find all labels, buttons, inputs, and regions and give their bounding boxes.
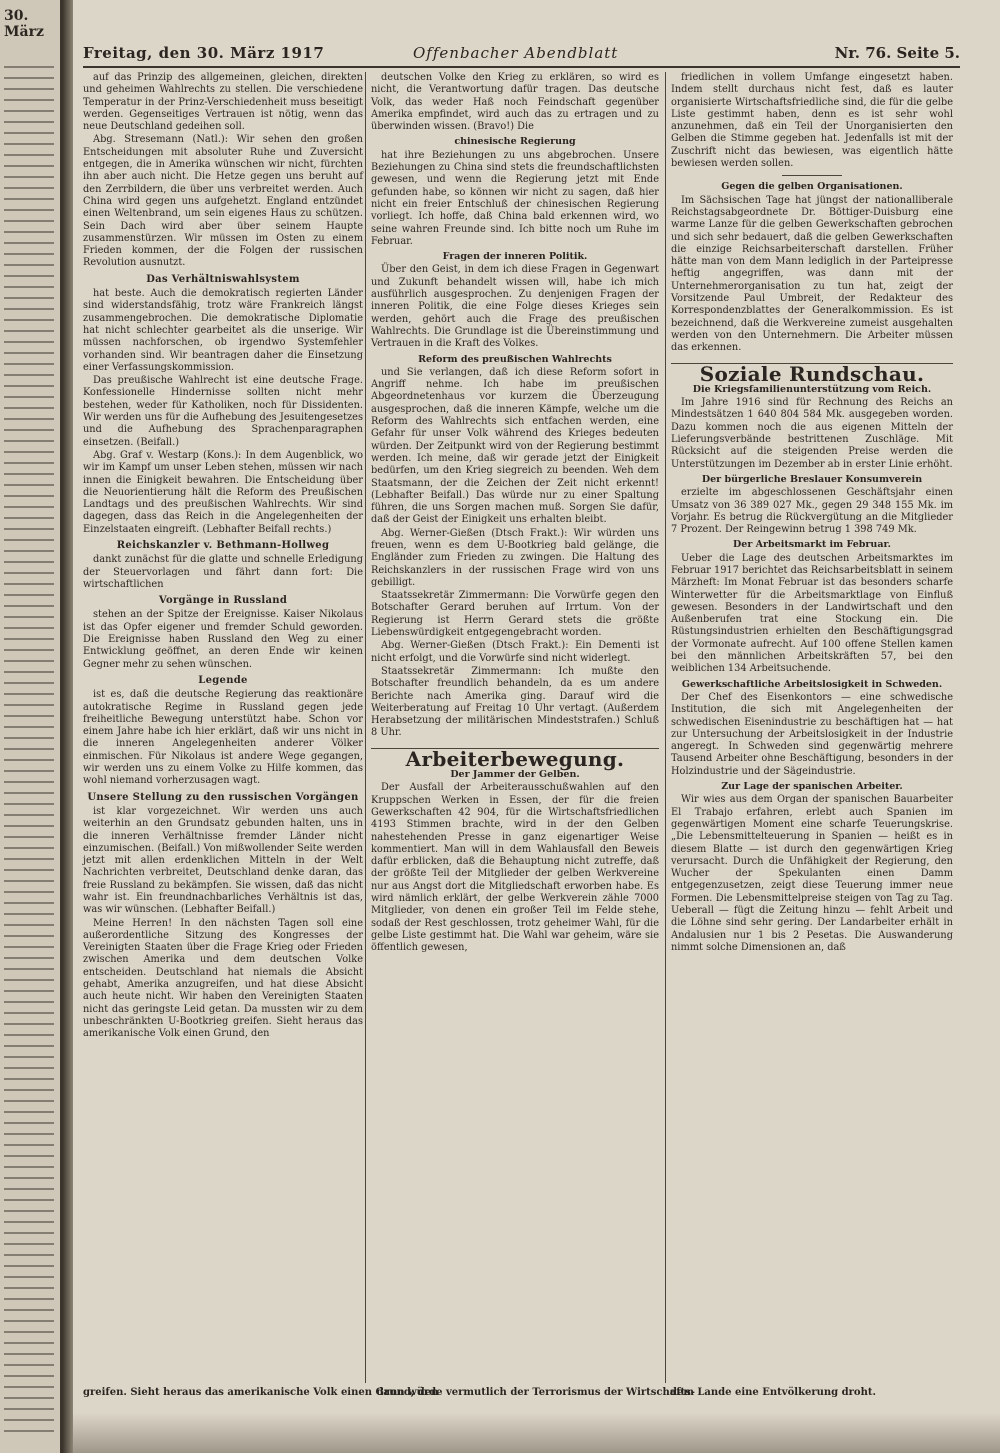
- paragraph: Abg. Graf v. Westarp (Kons.): In dem Augenblick, wo wir im Kampf um unser Leben stehen, müssen wir nach innen die Einigkeit bewahren. Die Entscheidung über die Neuorientierung hält die Reform des Preußischen Landtags und des preußischen Wahlrechts. Wir sind dagegen, dass das Reich in die Angelegenheiten der Einzelstaaten eingreift. (Lebhafter Beifall rechts.): [83, 449, 363, 535]
- article-heading: Gewerkschaftliche Arbeitslosigkeit in Schweden.: [681, 678, 943, 690]
- column-3: [671, 72, 953, 1383]
- column-1-last-line: greifen. Sieht heraus das amerikanische Volk einen Grund, den: [83, 1387, 439, 1398]
- column-3-last-line: dem Lande eine Entvölkerung droht.: [669, 1387, 876, 1398]
- paragraph: hat ihre Beziehungen zu uns abgebrochen. Unsere Beziehungen zu China sind stets die freundschaftlichsten gewesen, und wenn die Regierung jetzt mit Ende gefunden habe, so können wir nicht zu sagen, daß hier nicht ein freier Entschluß der chinesischen Regierung vorliegt. Ich hoffe, daß China bald erkennen wird, wo seine wahren Freunde sind. Ich bitte noch um Ruhe im Februar.: [371, 149, 659, 247]
- previous-page-header: 30. März: [4, 8, 44, 40]
- article-heading: Zur Lage der spanischen Arbeiter.: [721, 781, 903, 793]
- page-header: [83, 42, 960, 68]
- article-heading: Der Jammer der Gelben.: [450, 769, 580, 781]
- paragraph: friedlichen in vollem Umfange eingesetzt haben. Indem stellt durchaus nicht fest, daß es lauter organisierte Wirtschaftsfriedliche sind, die für die gelbe Liste gestimmt haben, denn es ist sehr wohl anzunehmen, daß ein Teil der Unorganisierten den Gelben die Stimme gegeben hat. Jedenfalls ist mit der Zuschrift nicht das bewiesen, was eigentlich hätte bewiesen werden sollen.: [671, 72, 953, 170]
- header-date: Freitag, den 30. März 1917: [83, 44, 325, 62]
- paragraph: Das preußische Wahlrecht ist eine deutsche Frage. Konfessionelle Hindernisse sollten nicht mehr bestehen, weder für Katholiken, noch für Dissidenten. Wir werden uns für die Aufhebung des Jesuitengesetzes und die Aufhebung des Sprachenparagraphen einsetzen. (Beifall.): [83, 375, 363, 448]
- section-heading: Legende: [198, 674, 248, 686]
- section-heading: Reichskanzler v. Bethmann-Hollweg: [116, 539, 330, 551]
- section-heading: Unsere Stellung zu den russischen Vorgängen: [87, 791, 359, 803]
- newspaper-page: [73, 0, 1000, 1453]
- section-title-arbeiterbewegung: Arbeiterbewegung.: [371, 748, 659, 765]
- paragraph: Wir wies aus dem Organ der spanischen Bauarbeiter El Trabajo erfahren, erlebt auch Spanien im gegenwärtigen Moment eine scharfe Teuerungskrise. „Die Lebensmittelteuerung in Spanien — heißt es in diesem Blatte — ist durch den gegenwärtigen Krieg verursacht. Durch die Unfähigkeit der Regierung, den Wucher der Spekulanten einen Damm entgegenzusetzen, zeigt diese Teuerung immer neue Formen. Die Lebensmittelpreise steigen von Tag zu Tag. Ueberall — fügt die Zeitung hinzu — fehlt Arbeit und die Löhne sind sehr gering. Der Landarbeiter erhält in Andalusien nur 1 bis 2 Pesetas. Die Auswanderung nimmt solche Dimensionen an, daß: [671, 794, 953, 953]
- section-title-soziale-rundschau: Soziale Rundschau.: [671, 363, 953, 380]
- previous-page-text-block: [4, 60, 54, 1433]
- paragraph: ist klar vorgezeichnet. Wir werden uns auch weiterhin an den Grundsatz gebunden halten, uns in die inneren Verhältnisse fremder Länder nicht einzumischen. (Beifall.) Von mißwollender Seite werden jetzt mit allen erdenklichen Mitteln in der Welt Nachrichten verbreitet, Deutschland denke daran, das freie Russland zu bekämpfen. Sie wissen, daß das nicht wahr ist. Ein freundnachbarliches Verhältnis ist das, was wir wünschen. (Lebhafter Beifall.): [83, 805, 363, 916]
- paragraph: Abg. Werner-Gießen (Dtsch Frakt.): Wir würden uns freuen, wenn es dem U-Bootkrieg bald gelänge, die Engländer zum Frieden zu zwingen. Die Haltung des Reichskanzlers in der russischen Frage wird von uns gebilligt.: [371, 527, 659, 588]
- section-heading: Vorgänge in Russland: [158, 595, 288, 607]
- paragraph: Abg. Werner-Gießen (Dtsch Frakt.): Ein Dementi ist nicht erfolgt, und die Vorwürfe sind nicht widerlegt.: [371, 640, 659, 664]
- paragraph: Staatssekretär Zimmermann: Die Vorwürfe gegen den Botschafter Gerard beruhen auf Irrtum. Von der Regierung ist Herrn Gerard stets die größte Liebenswürdigkeit entgegengebracht worden.: [371, 590, 659, 639]
- paragraph: Meine Herren! In den nächsten Tagen soll eine außerordentliche Sitzung des Kongresses der Vereinigten Staaten über die Frage Krieg oder Frieden zwischen Amerika und dem deutschen Volke entscheiden. Deutschland hat niemals die Absicht gehabt, Amerika anzugreifen, und hat diese Absicht auch heute nicht. Wir haben den Vereinigten Staaten nicht das geringste Leid getan. Da mussten wir zu dem unbeschränkten U-Bootkrieg greifen. Sieht heraus das amerikanische Volk einen Grund, den: [83, 917, 363, 1040]
- previous-page-edge: [0, 0, 63, 1453]
- section-heading: chinesische Regierung: [454, 136, 576, 148]
- column-1: [83, 72, 363, 1383]
- header-issue-page-number: Nr. 76. Seite 5.: [834, 44, 960, 62]
- divider: [782, 175, 842, 176]
- article-heading: Der Arbeitsmarkt im Februar.: [733, 539, 891, 551]
- article-heading: Der bürgerliche Breslauer Konsumverein: [701, 473, 923, 485]
- paragraph: Über den Geist, in dem ich diese Fragen in Gegenwart und Zukunft behandelt wissen will, habe ich mich ausführlich ausgesprochen. Zu denjenigen Fragen der inneren Politik, die eine Folge dieses Krieges sein werden, gehört auch die Frage des preußischen Wahlrechts. Die Grundlage ist die Übereinstimmung und Vertrauen in die Kraft des Volkes.: [371, 264, 659, 350]
- paragraph: Der Ausfall der Arbeiterausschußwahlen auf den Kruppschen Werken in Essen, der für die freien Gewerkschaften 42 904, für die Wirtschaftsfriedlichen 4193 Stimmen brachte, wird in der den Gelben nahestehenden Presse in ganz eigenartiger Weise kommentiert. Man will in dem Wahlausfall den Beweis dafür erblicken, daß die Behauptung nicht zutreffe, daß der größte Teil der Mitglieder der gelben Werkvereine nur aus Angst dort die Mitgliedschaft erworben habe. Es wird nämlich erklärt, der gelbe Werkverein zähle 7000 Mitglieder, von denen ein großer Teil im Felde stehe, sodaß der Rest geschlossen, trotz geheimer Wahl, für die gelbe Liste gestimmt hat. Die Wahl war geheim, wäre sie öffentlich gewesen,: [371, 782, 659, 954]
- paragraph: erzielte im abgeschlossenen Geschäftsjahr einen Umsatz von 36 389 027 Mk., gegen 29 348 155 Mk. im Vorjahr. Es betrug die Rückvergütung an die Mitglieder 7 Prozent. Der Reingewinn betrug 1 398 749 Mk.: [671, 487, 953, 536]
- paragraph: und Sie verlangen, daß ich diese Reform sofort in Angriff nehme. Ich habe im preußischen Abgeordnetenhaus vor kurzem die Überzeugung ausgesprochen, daß die inneren Kämpfe, welche um die Reform des Wahlrechts sich entfachen werden, eine Gefahr für unser Volk während des Krieges bedeuten würden. Der Zeitpunkt wird von der Regierung bestimmt werden. Ich meine, daß wir gerade jetzt der Einigkeit bedürfen, um den Krieg siegreich zu beenden. Weh dem Staatsmann, der die Zeichen der Zeit nicht erkennt! (Lebhafter Beifall.) Das würde nur zu einer Spaltung führen, die uns Sorgen machen muß. Sorgen Sie dafür, daß der Geist der Einigkeit uns erhalten bleibt.: [371, 366, 659, 526]
- column-2: [371, 72, 659, 1383]
- column-2-last-line: dann würde vermutlich der Terrorismus der Wirtschafts-: [376, 1387, 695, 1398]
- bottom-line: [83, 1387, 960, 1401]
- column-rule: [365, 72, 366, 1383]
- section-heading: Reform des preußischen Wahlrechts: [418, 353, 612, 365]
- section-heading: Das Verhältniswahlsystem: [146, 273, 300, 285]
- header-newspaper-title: Offenbacher Abendblatt: [413, 44, 619, 62]
- paragraph: Staatssekretär Zimmermann: Ich mußte den Botschafter freundlich behandeln, da es um andere Berichte nach Amerika ging. Darauf wird die Weiterberatung auf Freitag 10 Uhr vertagt. (Außerdem Herabsetzung der militärischen Mindeststrafen.) Schluß 8 Uhr.: [371, 665, 659, 739]
- section-heading: Fragen der inneren Politik.: [442, 251, 588, 263]
- paragraph: dankt zunächst für die glatte und schnelle Erledigung der Steuervorlagen und fährt dann fort: Die wirtschaftlichen: [83, 554, 363, 590]
- paragraph: ist es, daß die deutsche Regierung das reaktionäre autokratische Regime in Russland gegen jede freiheitliche Bewegung unterstützt habe. Schon vor einem Jahre habe ich hier erklärt, daß wir uns nicht in die inneren Angelegenheiten anderer Völker einmischen. Für Nikolaus ist andere Wege gegangen, wir werden uns zu einem Volke zu Hilfe kommen, das wohl niemand vorherzusagen wagt.: [83, 689, 363, 787]
- page-bottom-shadow: [73, 1413, 1000, 1453]
- paragraph: Der Chef des Eisenkontors — eine schwedische Institution, die sich mit Angelegenheiten der schwedischen Eisenindustrie zu beschäftigen hat — hat zur Untersuchung der Arbeitslosigkeit in der Industrie angeregt. In Schweden sind gegenwärtig mehrere Tausend Arbeiter ohne Beschäftigung, besonders in der Holzindustrie und der Sägeindustrie.: [671, 691, 953, 777]
- paragraph: Abg. Stresemann (Natl.): Wir sehen den großen Entscheidungen mit absoluter Ruhe und Zuversicht entgegen, die in Amerika wünschen wir nicht, fürchten ihn aber auch nicht. Die Hetze gegen uns beruht auf den Zerrbildern, die über uns verbreitet werden. Auch China wird gegen uns aufgehetzt. England entzündet einen Weltenbrand, um sein eigenes Haus zu schützen. Sein Dach wird aber über seinem Haupte zusammenstürzen. Wir müssen im Osten zu einem Frieden kommen, der die Folgen der russischen Revolution ausnutzt.: [83, 134, 363, 269]
- article-heading: Die Kriegsfamilienunterstützung vom Reich.: [692, 383, 932, 395]
- column-rule: [665, 72, 666, 1383]
- paragraph: auf das Prinzip des allgemeinen, gleichen, direkten und geheimen Wahlrechts zu stellen. Die verschiedene Temperatur in der Prinz-Verschiedenheit muss beseitigt werden. Gegenseitiges Vertrauen ist nötig, wenn das neue Deutschland gedeihen soll.: [83, 72, 363, 133]
- paragraph: Im Jahre 1916 sind für Rechnung des Reichs an Mindestsätzen 1 640 804 584 Mk. ausgegeben worden. Dazu kommen noch die aus eigenen Mitteln der Lieferungsverbände bestrittenen Zuschläge. Mit Rücksicht auf die steigenden Preise werden die Unterstützungen im Dezember ab in erster Linie erhöht.: [671, 397, 953, 470]
- book-gutter: [63, 0, 73, 1453]
- paragraph: Ueber die Lage des deutschen Arbeitsmarktes im Februar 1917 berichtet das Reichsarbeitsblatt in seinem Märzheft: Im Monat Februar ist das besonders scharfe Winterwetter für die Arbeitsmarktlage von Einfluß gewesen. Besonders in der Landwirtschaft und den Außenberufen trat eine Stockung ein. Die Rüstungsindustrien erhielten den Beschäftigungsgrad der Vormonate aufrecht. Auf 100 offene Stellen kamen bei den männlichen Arbeitskräften 57, bei den weiblichen 134 Arbeitsuchende.: [671, 552, 953, 675]
- paragraph: deutschen Volke den Krieg zu erklären, so wird es nicht, die Verantwortung dafür tragen. Das deutsche Volk, das weder Haß noch Feindschaft gegenüber Amerika empfindet, wird auch das zu ertragen und zu überwinden wissen. (Bravo!) Die: [371, 72, 659, 133]
- paragraph: Im Sächsischen Tage hat jüngst der nationalliberale Reichstagsabgeordnete Dr. Böttiger-Duisburg eine warme Lanze für die gelben Gewerkschaften gebrochen und sich sehr bedauert, daß die gelben Gewerkschaften die einzige Reichsarbeiterschaft darstellen. Früher hätte man von dem Mann lediglich in der Parteipresse heftig angegriffen, was dann mit der Unternehmerorganisation zu tun hat, zeigt der Vorsitzende Paul Umbreit, der Redakteur des Korrespondenzblattes der Generalkommission. Es ist bezeichnend, daß die Werkvereine zumeist ausgehalten werden von den Unternehmern. Die Arbeiter müssen das erkennen.: [671, 194, 953, 354]
- paragraph: stehen an der Spitze der Ereignisse. Kaiser Nikolaus ist das Opfer eigener und fremder Schuld geworden. Die Ereignisse haben Russland den Weg zu einer Entwicklung geöffnet, an deren Ende wir keinen Gegner mehr zu sehen wünschen.: [83, 609, 363, 670]
- paragraph: hat beste. Auch die demokratisch regierten Länder sind widerstandsfähig, trotz wäre Frankreich längst zusammengebrochen. Die demokratische Diplomatie hat nicht schlechter gearbeitet als die unserige. Wir müssen nachforschen, ob irgendwo Systemfehler vorhanden sind. Wir beantragen daher die Einsetzung einer Verfassungskommission.: [83, 288, 363, 373]
- article-heading: Gegen die gelben Organisationen.: [721, 181, 903, 193]
